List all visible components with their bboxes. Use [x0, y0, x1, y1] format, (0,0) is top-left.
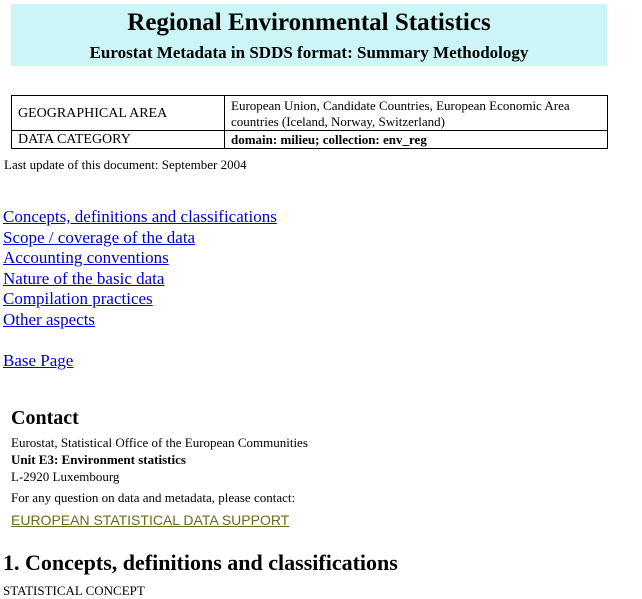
page-title: Regional Environmental Statistics [127, 9, 491, 36]
contact-unit: Unit E3: Environment statistics [11, 452, 186, 467]
statistical-concept-heading: STATISTICAL CONCEPT [3, 583, 145, 598]
contact-address: L-2920 Luxembourg [11, 469, 120, 484]
title-banner [11, 4, 607, 66]
data-category-value: domain: milieu; collection: env_reg [225, 131, 608, 149]
table-row [12, 96, 608, 131]
toc-link-basic-data[interactable]: Nature of the basic data [3, 268, 165, 288]
toc-link-concepts[interactable]: Concepts, definitions and classifications [3, 207, 277, 226]
page-subtitle: Eurostat Metadata in SDDS format: Summary Methodology [89, 43, 529, 62]
base-page-link[interactable]: Base Page [3, 351, 74, 370]
section-1-heading: 1. Concepts, definitions and classifications [3, 550, 398, 575]
toc-link-other-aspects[interactable]: Other aspects [3, 309, 96, 329]
last-update-text: Last update of this document: September 2004 [4, 157, 247, 172]
contact-note: For any question on data and metadata, please contact: [11, 490, 296, 505]
data-support-link[interactable]: EUROPEAN STATISTICAL DATA SUPPORT [11, 512, 290, 528]
contact-heading: Contact [11, 407, 79, 429]
metadata-table [11, 95, 608, 149]
table-of-contents [3, 207, 277, 330]
contact-org: Eurostat, Statistical Office of the European Communities [11, 435, 308, 450]
geographical-area-value: European Union, Candidate Countries, European Economic Area countries (Iceland, Norway, Switzerland) [225, 96, 608, 131]
toc-link-scope[interactable]: Scope / coverage of the data [3, 227, 196, 247]
toc-link-accounting[interactable]: Accounting conventions [3, 248, 169, 267]
data-category-label: DATA CATEGORY [12, 131, 225, 149]
geographical-area-label: GEOGRAPHICAL AREA [12, 96, 225, 131]
contact-details [11, 434, 308, 506]
toc-link-compilation[interactable]: Compilation practices [3, 289, 153, 308]
table-row [12, 131, 608, 149]
